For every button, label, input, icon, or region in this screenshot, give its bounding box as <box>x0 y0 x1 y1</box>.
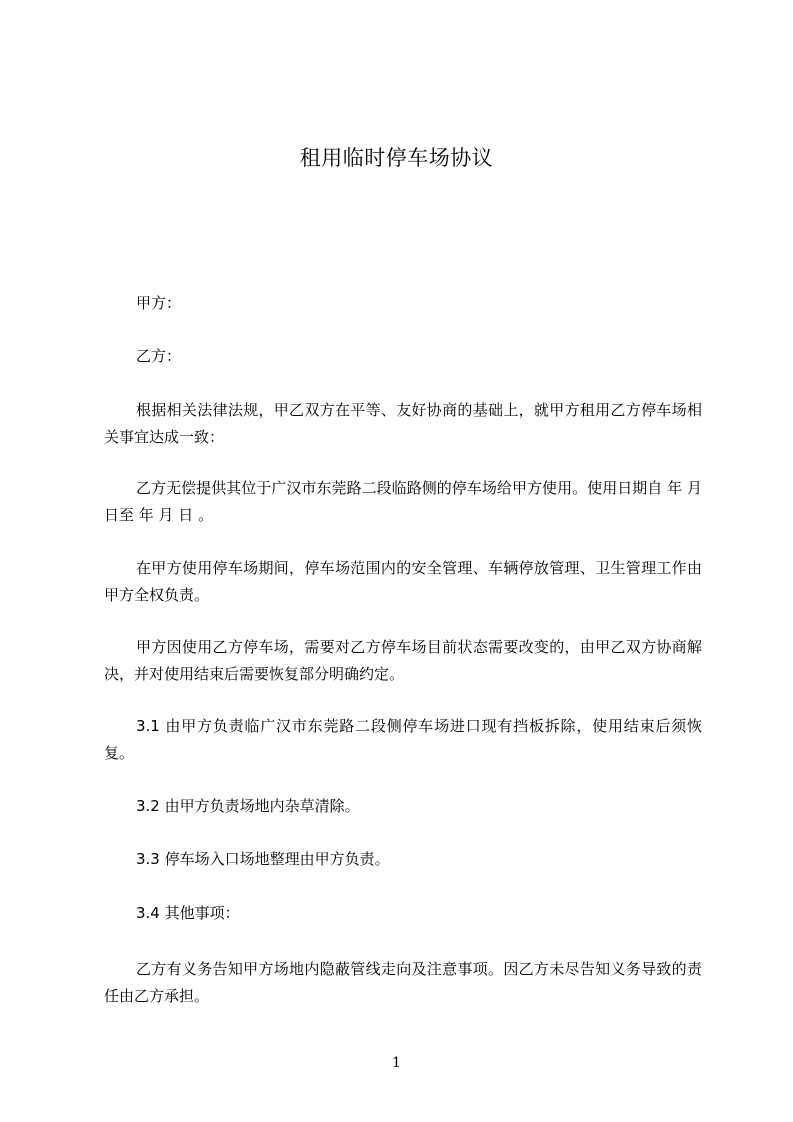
clause-3-3-paragraph: 3.3 停车场入口场地整理由甲方负责。 <box>136 850 390 868</box>
party-b-line: 乙方： <box>136 347 182 365</box>
clause-3-paragraph: 甲方因使用乙方停车场，需要对乙方停车场目前状态需要改变的，由甲乙双方协商解决，并对使用结束后需要恢复部分明确约定。 <box>104 638 702 683</box>
page-number: 1 <box>392 1055 401 1071</box>
party-a-line: 甲方： <box>136 294 182 312</box>
clause-1-paragraph: 乙方无偿提供其位于广汉市东莞路二段临路侧的停车场给甲方使用。使用日期自 年 月 日至 年 月 日 。 <box>104 479 702 524</box>
preamble-paragraph: 根据相关法律法规，甲乙双方在平等、友好协商的基础上，就甲方租用乙方停车场相关事宜达成一致： <box>104 401 702 446</box>
clause-3-4-paragraph: 3.4 其他事项： <box>136 904 240 922</box>
clause-2-paragraph: 在甲方使用停车场期间，停车场范围内的安全管理、车辆停放管理、卫生管理工作由甲方全权负责。 <box>104 559 702 604</box>
clause-3-2-paragraph: 3.2 由甲方负责场地内杂草清除。 <box>136 797 360 815</box>
clause-3-1-paragraph: 3.1 由甲方负责临广汉市东莞路二段侧停车场进口现有挡板拆除，使用结束后须恢复。 <box>104 717 702 762</box>
document-title: 租用临时停车场协议 <box>299 146 494 170</box>
clause-4-paragraph: 乙方有义务告知甲方场地内隐蔽管线走向及注意事项。因乙方未尽告知义务导致的责任由乙方承担。 <box>104 960 702 1005</box>
